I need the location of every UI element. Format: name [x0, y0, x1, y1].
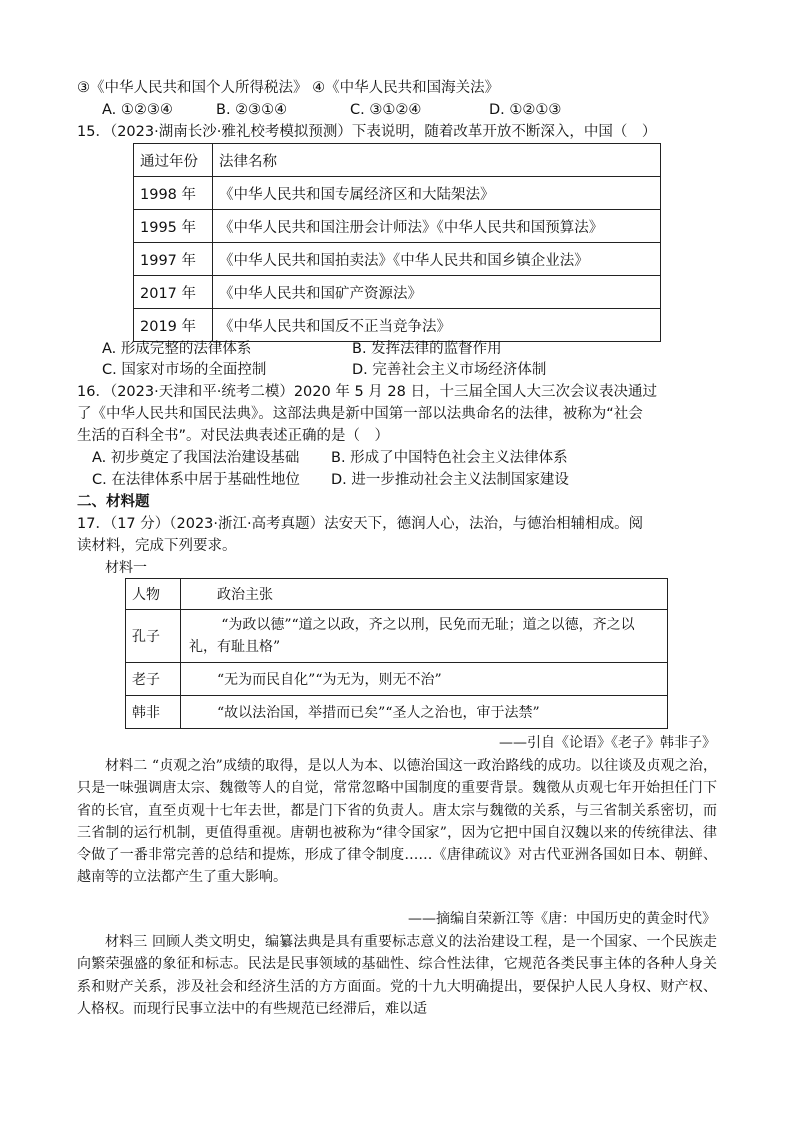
table-cell: “无为而民自化”“为无为，则无不治”: [181, 663, 668, 696]
table-cell: 2017 年: [134, 276, 213, 309]
q15-option-d: D. 完善社会主义市场经济体制: [352, 362, 547, 378]
q15-table: [133, 143, 661, 342]
table-header-cell: 通过年份: [134, 144, 213, 177]
table-cell: 1997 年: [134, 243, 213, 276]
table-row: [134, 243, 661, 276]
table-cell: 《中华人民共和国矿产资源法》: [213, 276, 661, 309]
q14-option-b: B. ②③①④: [216, 102, 288, 118]
table-row: [126, 663, 668, 696]
table-cell: 老子: [126, 663, 181, 696]
table-header-cell: 人物: [126, 579, 181, 610]
q17-table: [125, 578, 668, 729]
table-row: [126, 696, 668, 729]
material2-source: ——摘编自荣新江等《唐：中国历史的黄金时代》: [408, 911, 716, 927]
material1-source: ——引自《论语》《老子》韩非子》: [499, 735, 716, 751]
table-row: [134, 276, 661, 309]
q15-option-c: C. 国家对市场的全面控制: [102, 362, 267, 378]
q17-stem-line: 17．（17 分）（2023·浙江·高考真题）法安天下，德润人心，法治，与德治相辅相成。阅: [77, 516, 644, 532]
q15-stem: 15．（2023·湖南长沙·雅礼校考模拟预测）下表说明，随着改革开放不断深入，中国（ ）: [77, 124, 657, 140]
material1-label: 材料一: [105, 560, 147, 576]
table-cell: 《中华人民共和国拍卖法》《中华人民共和国乡镇企业法》: [213, 243, 661, 276]
q14-option-a: A. ①②③④: [102, 102, 173, 118]
table-row: [134, 177, 661, 210]
q15-option-a: A. 形成完整的法律体系: [102, 341, 252, 357]
q16-stem-line: 生活的百科全书”。对民法典表述正确的是（ ）: [77, 428, 390, 444]
material3-text: 材料三 回顾人类文明史，编纂法典是具有重要标志意义的法治建设工程，是一个国家、一个民族走向繁荣强盛的象征和标志。民法是民事领域的基础性、综合性法律，它规范各类民事主体的各种人身关系和财产关系，涉及社会和经济生活的方方面面。党的十九大明确提出，要保护人民人身权、财产权、人格权。而现行民事立法中的有些规范已经滞后，难以适: [77, 934, 717, 1017]
table-cell: 《中华人民共和国注册会计师法》《中华人民共和国预算法》: [213, 210, 661, 243]
table-cell: 1995 年: [134, 210, 213, 243]
material3-paragraph: [77, 931, 717, 1020]
table-cell: 2019 年: [134, 309, 213, 342]
q16-option-b: B. 形成了中国特色社会主义法律体系: [331, 450, 568, 466]
q16-option-d: D. 进一步推动社会主义法制国家建设: [331, 472, 569, 488]
material2-text: 材料二 “贞观之治”成绩的取得，是以人为本、以德治国这一政治路线的成功。以往谈及贞观之治，只是一味强调唐太宗、魏徵等人的自觉，常常忽略中国制度的重要背景。魏徵从贞观七年开始担任门下省的长官，直至贞观十七年去世，都是门下省的负责人。唐太宗与魏徵的关系，与三省制关系密切，而三省制的运行机制，更值得重视。唐朝也被称为“律令国家”，因为它把中国自汉魏以来的传统律法、律令做了一番非常完善的总结和提炼，形成了律令制度……《唐律疏议》对古代亚洲各国如日本、朝鲜、越南等的立法都产生了重大影响。: [77, 758, 717, 886]
table-header-row: [126, 579, 668, 610]
table-cell: “故以法治国，举措而已矣”“圣人之治也，审于法禁”: [181, 696, 668, 729]
table-cell: 1998 年: [134, 177, 213, 210]
material2-paragraph: [77, 755, 717, 889]
table-header-cell: 政治主张: [181, 579, 668, 610]
table-row: [134, 210, 661, 243]
q17-stem-line: 读材料，完成下列要求。: [77, 538, 237, 554]
q14-option-c: C. ③①②④: [350, 102, 422, 118]
q16-option-c: C. 在法律体系中居于基础性地位: [92, 472, 300, 488]
table-row: [134, 309, 661, 342]
q16-stem-line: 16．（2023·天津和平·统考二模）2020 年 5 月 28 日，十三届全国人大三次会议表决通过: [77, 384, 657, 400]
table-row: [126, 610, 668, 663]
table-header-cell: 法律名称: [213, 144, 661, 177]
section-title: 二、材料题: [77, 494, 150, 510]
table-header-row: [134, 144, 661, 177]
q16-option-a: A. 初步奠定了我国法治建设基础: [92, 450, 300, 466]
table-cell: 韩非: [126, 696, 181, 729]
q14-item-line: ③《中华人民共和国个人所得税法》 ④《中华人民共和国海关法》: [77, 80, 500, 96]
q15-option-b: B. 发挥法律的监督作用: [352, 341, 502, 357]
table-cell: 《中华人民共和国专属经济区和大陆架法》: [213, 177, 661, 210]
table-cell: “为政以德”“道之以政，齐之以刑，民免而无耻；道之以德，齐之以礼，有耻且格”: [181, 610, 668, 663]
q14-option-d: D. ①②①③: [489, 102, 562, 118]
table-cell: 孔子: [126, 610, 181, 663]
table-cell: 《中华人民共和国反不正当竞争法》: [213, 309, 661, 342]
q16-stem-line: 了《中华人民共和国民法典》。这部法典是新中国第一部以法典命名的法律，被称为“社会: [77, 406, 643, 422]
